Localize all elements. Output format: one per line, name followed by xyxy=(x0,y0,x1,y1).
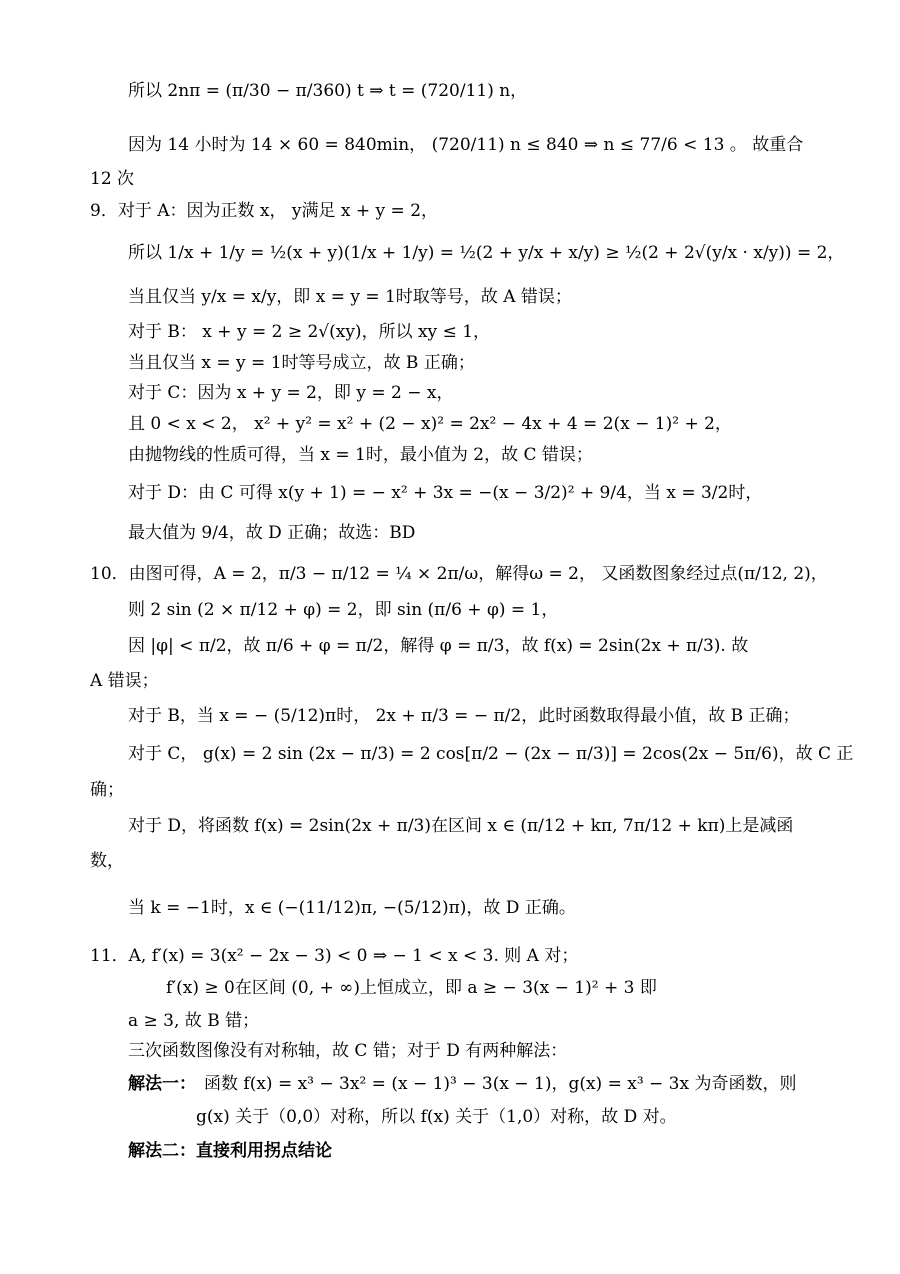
text-line-l08: 当且仅当 x = y = 1时等号成立，故 B 正确； xyxy=(128,353,475,373)
text-line-l09: 对于 C：因为 x + y = 2，即 y = 2 − x， xyxy=(128,383,454,403)
text-line-l17: A 错误； xyxy=(90,671,159,691)
text-line-l13: 最大值为 9/4，故 D 正确；故选：BD xyxy=(128,523,416,543)
text-line-l12: 对于 D：由 C 可得 x(y + 1) = − x² + 3x = −(x − 3/2)² + 9/4，当 x = 3/2时， xyxy=(128,483,763,503)
text-line-l07: 对于 B： x + y = 2 ≥ 2√(xy)，所以 xy ≤ 1， xyxy=(128,322,491,342)
text-line-l22: 数， xyxy=(90,851,124,871)
text-line-l23: 当 k = −1时，x ∈ (−(11/12)π, −(5/12)π)，故 D 正确。 xyxy=(128,898,576,918)
text-line-l30: 解法二：直接利用拐点结论 xyxy=(128,1141,332,1161)
text-line-l10: 且 0 < x < 2， x² + y² = x² + (2 − x)² = 2x² − 4x + 4 = 2(x − 1)² + 2， xyxy=(128,414,732,434)
text-line-l26: a ≥ 3, 故 B 错； xyxy=(128,1011,260,1031)
text-line-l02: 因为 14 小时为 14 × 60 = 840min， (720/11) n ≤ 840 ⇒ n ≤ 77/6 < 13 。 故重合 xyxy=(128,135,804,155)
text-line-l28a: 解法一： xyxy=(128,1074,196,1094)
text-line-l20: 确； xyxy=(90,780,124,800)
text-line-l05: 所以 1/x + 1/y = ½(x + y)(1/x + 1/y) = ½(2 + y/x + x/y) ≥ ½(2 + 2√(y/x · x/y)) = 2， xyxy=(128,243,845,263)
text-line-l03: 12 次 xyxy=(90,169,135,189)
text-line-l18: 对于 B，当 x = − (5/12)π时， 2x + π/3 = − π/2，此时函数取得最小值，故 B 正确； xyxy=(128,706,800,726)
text-line-l27: 三次函数图像没有对称轴，故 C 错；对于 D 有两种解法： xyxy=(128,1041,568,1061)
text-line-l15: 则 2 sin (2 × π/12 + φ) = 2，即 sin (π/6 + φ) = 1， xyxy=(128,600,559,620)
text-line-l24: 11．A, f′(x) = 3(x² − 2x − 3) < 0 ⇒ − 1 < x < 3. 则 A 对； xyxy=(90,946,579,966)
text-line-l19: 对于 C， g(x) = 2 sin (2x − π/3) = 2 cos[π/2 − (2x − π/3)] = 2cos(2x − 5π/6)，故 C 正 xyxy=(128,744,854,764)
text-line-l11: 由抛物线的性质可得，当 x = 1时，最小值为 2，故 C 错误； xyxy=(128,445,593,465)
text-line-l06: 当且仅当 y/x = x/y，即 x = y = 1时取等号，故 A 错误； xyxy=(128,287,572,307)
text-line-l16: 因 |φ| < π/2，故 π/6 + φ = π/2，解得 φ = π/3，故 f(x) = 2sin(2x + π/3). 故 xyxy=(128,636,749,656)
text-line-l14: 10．由图可得，A = 2，π/3 − π/12 = ¼ × 2π/ω，解得ω = 2， 又函数图象经过点(π/12, 2)， xyxy=(90,564,828,584)
text-line-l01: 所以 2nπ = (π/30 − π/360) t ⇒ t = (720/11) n， xyxy=(128,81,528,101)
text-line-l21: 对于 D，将函数 f(x) = 2sin(2x + π/3)在区间 x ∈ (π/12 + kπ, 7π/12 + kπ)上是减函 xyxy=(128,816,794,836)
text-line-l25: f′(x) ≥ 0在区间 (0, + ∞)上恒成立，即 a ≥ − 3(x − 1)² + 3 即 xyxy=(166,978,657,998)
text-line-l29: g(x) 关于（0,0）对称，所以 f(x) 关于（1,0）对称，故 D 对。 xyxy=(196,1107,677,1127)
text-line-l04: 9．对于 A：因为正数 x， y满足 x + y = 2， xyxy=(90,201,439,221)
text-line-l28b: 函数 f(x) = x³ − 3x² = (x − 1)³ − 3(x − 1)，g(x) = x³ − 3x 为奇函数，则 xyxy=(204,1074,797,1094)
